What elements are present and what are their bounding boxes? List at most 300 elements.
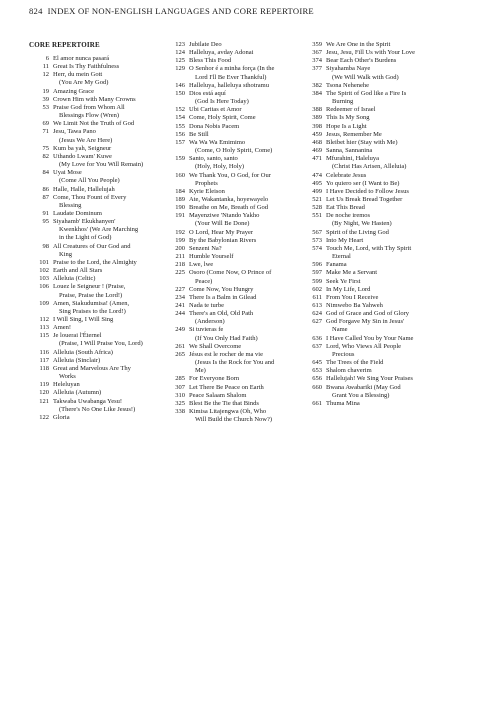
hymn-number: 382 [312, 81, 322, 89]
hymn-title [189, 172, 302, 188]
hymn-title [189, 392, 302, 400]
hymn-number: 122 [39, 413, 49, 421]
hymn-number: 12 [42, 71, 49, 79]
hymn-title [53, 153, 167, 169]
index-entry [307, 310, 457, 318]
hymn-title-line: Louez le Seigneur ! (Praise, [53, 283, 126, 291]
hymn-title-continuation: (There's No One Like Jesus!) [59, 405, 136, 413]
hymn-title [189, 229, 302, 237]
hymn-title [326, 310, 457, 318]
index-entry [170, 204, 302, 212]
hymn-title-line: Great Is Thy Faithfulness [53, 63, 120, 71]
index-entry [170, 90, 302, 106]
hymn-title [189, 261, 302, 269]
hymn-title-line: Amen! [53, 324, 72, 332]
hymn-title-line: Alleluia (Celtic) [53, 275, 96, 283]
index-entry [170, 253, 302, 261]
index-entry [29, 275, 167, 283]
hymn-title-line: Ubi Caritas et Amor [189, 106, 242, 114]
index-entry [29, 128, 167, 144]
hymn-number: 112 [39, 316, 49, 323]
hymn-title-line: O Lord, Hear My Prayer [189, 228, 254, 236]
hymn-number: 307 [175, 383, 185, 391]
hymn-title-continuation: Blessing [59, 201, 82, 209]
hymn-title [189, 188, 302, 196]
hymn-title [326, 180, 457, 188]
index-entry [29, 316, 167, 324]
index-entry [307, 180, 457, 188]
hymn-title [326, 204, 457, 212]
hymn-title-line: Alleluia (South Africa) [53, 348, 113, 356]
hymn-title [189, 375, 302, 383]
hymn-number: 469 [312, 147, 322, 155]
hymn-title [326, 147, 457, 155]
hymn-title [53, 357, 167, 365]
index-entry [307, 302, 457, 310]
hymn-number: 624 [312, 310, 322, 318]
index-entry [170, 310, 302, 326]
hymn-title-line: Dona Nobis Pacem [189, 122, 240, 130]
index-entry [29, 365, 167, 381]
hymn-number: 645 [312, 359, 322, 367]
index-entry [307, 41, 457, 49]
hymn-title-continuation: (Come All You People) [59, 177, 120, 185]
hymn-title-line: Hallelujah! We Sing Your Praises [326, 375, 413, 383]
hymn-title-line: For Everyone Born [189, 375, 240, 383]
hymn-number: 123 [175, 41, 185, 48]
hymn-title [326, 65, 457, 81]
index-entry [170, 302, 302, 310]
index-entry [29, 104, 167, 120]
hymn-title-line: Redeemer of Israel [326, 106, 376, 114]
hymn-title-line: I Will Sing, I Will Sing [53, 316, 114, 323]
hymn-number: 389 [312, 114, 322, 122]
hymn-title [53, 316, 167, 324]
hymn-number: 573 [312, 236, 322, 244]
hymn-title-line: From You I Receive [326, 293, 379, 301]
index-entry [307, 367, 457, 375]
index-entry [29, 300, 167, 316]
hymn-title [326, 286, 457, 294]
index-entry [170, 49, 302, 57]
hymn-title-line: Jesu, Tawa Pano [53, 128, 96, 136]
hymn-title [189, 204, 302, 212]
index-entry [29, 267, 167, 275]
hymn-title-continuation: Blessings Flow (Wren) [59, 112, 120, 120]
index-entry [29, 194, 167, 210]
hymn-title [189, 139, 302, 155]
hymn-title-continuation: Precious [332, 350, 355, 358]
hymn-title-line: Amen, Siakudumisa! (Amen, [53, 299, 130, 307]
hymn-title-line: Great and Marvelous Are Thy [53, 364, 131, 372]
index-entry [29, 218, 167, 242]
hymn-number: 249 [175, 326, 185, 334]
hymn-title [189, 114, 302, 122]
hymn-title-line: Nada te turbe [189, 302, 225, 309]
hymn-title-line: Siyahamb' Ekukhanyen' [53, 218, 116, 226]
hymn-number: 39 [42, 95, 49, 103]
hymn-title [53, 349, 167, 357]
hymn-number: 602 [312, 285, 322, 293]
index-entry [29, 210, 167, 218]
index-entry [307, 335, 457, 343]
hymn-title [326, 41, 457, 49]
hymn-title [53, 283, 167, 299]
hymn-number: 227 [175, 285, 185, 293]
hymn-number: 156 [175, 130, 185, 138]
hymn-number: 367 [312, 49, 322, 57]
hymn-title-line: Sanna, Sannanina [326, 147, 373, 155]
index-entry [307, 278, 457, 286]
hymn-title-line: Thuma Mina [326, 399, 360, 407]
hymn-number: 146 [175, 81, 185, 89]
index-entry [170, 294, 302, 302]
hymn-title-line: Takwaba Uwabanga Yesu! [53, 397, 123, 405]
index-entry [170, 237, 302, 245]
hymn-number: 596 [312, 261, 322, 269]
hymn-title [326, 318, 457, 334]
hymn-title-line: Eat This Bread [326, 204, 365, 212]
hymn-number: 189 [175, 195, 185, 203]
hymn-number: 611 [312, 293, 322, 301]
hymn-title [326, 212, 457, 228]
hymn-title-line: El amor nunca pasará [53, 55, 110, 62]
hymn-title [189, 408, 302, 424]
hymn-title [189, 326, 302, 342]
index-entry [307, 245, 457, 261]
hymn-title [53, 398, 167, 414]
index-entry [307, 196, 457, 204]
hymn-title-line: Halleluya, avday Adonai [189, 49, 254, 57]
hymn-title-continuation: Peace) [195, 277, 213, 285]
hymn-title-line: Herr, du mein Gott [53, 71, 103, 79]
hymn-title [326, 49, 457, 57]
hymn-title-line: Uyai Mose [53, 169, 82, 177]
hymn-title-continuation: Eternal [332, 253, 351, 261]
hymn-title [189, 269, 302, 285]
hymn-number: 310 [175, 391, 185, 399]
hymn-title-line: We Thank You, O God, for Our [189, 171, 271, 179]
hymn-title-line: Bwana Awabariki (May God [326, 383, 401, 391]
hymn-title-line: There's an Old, Old Path [189, 310, 254, 318]
hymn-title [326, 131, 457, 139]
index-entry [170, 245, 302, 253]
index-entry [29, 120, 167, 128]
index-entry [170, 408, 302, 424]
hymn-title-line: Jesus, Remember Me [326, 130, 382, 138]
index-entry [29, 71, 167, 87]
index-entry [29, 357, 167, 365]
hymn-title-line: I Have Called You by Your Name [326, 334, 414, 342]
index-entry [170, 155, 302, 171]
hymn-title-line: Let Us Break Bread Together [326, 195, 403, 203]
hymn-title [326, 384, 457, 400]
hymn-title [326, 139, 457, 147]
hymn-title-line: Yo quiero ser (I Want to Be) [326, 179, 400, 187]
hymn-title-line: Shalom chaverim [326, 367, 372, 375]
hymn-title-line: Tsona Nehenehe [326, 81, 370, 89]
hymn-number: 374 [312, 57, 322, 65]
hymn-title-line: Hope Is a Light [326, 122, 367, 130]
index-entry [307, 269, 457, 277]
hymn-number: 19 [42, 87, 49, 95]
hymn-number: 597 [312, 269, 322, 277]
hymn-title [53, 218, 167, 242]
hymn-number: 599 [312, 277, 322, 285]
hymn-title-line: Osoro (Come Now, O Prince of [189, 269, 272, 277]
hymn-title-line: Make Me a Servant [326, 269, 378, 277]
hymn-number: 574 [312, 244, 322, 252]
hymn-number: 567 [312, 228, 322, 236]
hymn-title-line: Come, Holy Spirit, Come [189, 114, 256, 122]
hymn-number: 53 [42, 103, 49, 111]
hymn-title [53, 55, 167, 63]
index-entry [29, 283, 167, 299]
hymn-title-continuation: (Christ Has Arisen, Alleluia) [332, 163, 407, 171]
hymn-number: 637 [312, 342, 322, 350]
index-entry [29, 414, 167, 422]
hymn-title [326, 90, 457, 106]
hymn-title [53, 104, 167, 120]
index-entry [307, 82, 457, 90]
hymn-title-line: Uthando Lwam' Kuwe [53, 152, 112, 160]
index-entry [170, 139, 302, 155]
hymn-number: 109 [39, 299, 49, 307]
hymn-title-line: Celebrate Jesus [326, 171, 367, 179]
index-entry [29, 349, 167, 357]
page-header [29, 6, 314, 16]
hymn-number: 86 [42, 185, 49, 193]
hymn-title-line: Come, Thou Fount of Every [53, 193, 127, 201]
hymn-title [189, 123, 302, 131]
hymn-title-line: Praise God from Whom All [53, 103, 125, 111]
index-entry [307, 57, 457, 65]
index-entry [29, 63, 167, 71]
hymn-title-line: I Have Decided to Follow Jesus [326, 187, 409, 195]
index-entry [170, 375, 302, 383]
index-entry [307, 106, 457, 114]
hymn-title-line: Bear Each Other's Burdens [326, 57, 397, 65]
hymn-number: 84 [42, 169, 49, 177]
hymn-title-line: There Is a Balm in Gilead [189, 293, 257, 301]
hymn-title [189, 65, 302, 81]
hymn-number: 656 [312, 375, 322, 383]
hymn-title-line: Halle, Halle, Hallelujah [53, 185, 115, 193]
hymn-title [53, 128, 167, 144]
hymn-title-line: Heleluyan [53, 381, 80, 389]
hymn-title-line: Mfurahini, Haleluya [326, 155, 380, 163]
index-column-3 [307, 41, 457, 408]
hymn-title [326, 82, 457, 90]
hymn-number: 218 [175, 261, 185, 269]
hymn-number: 101 [39, 258, 49, 266]
hymn-number: 98 [42, 242, 49, 250]
index-entry [29, 169, 167, 185]
index-entry [29, 259, 167, 267]
hymn-title-line: God Forgave My Sin in Jesus' [326, 318, 405, 326]
index-entry [170, 106, 302, 114]
hymn-title-line: Halleluya, halleluya sthotramu [189, 81, 269, 89]
index-entry [307, 384, 457, 400]
index-entry [307, 229, 457, 237]
hymn-title-line: By the Babylonian Rivers [189, 236, 257, 244]
hymn-title-line: God of Grace and God of Glory [326, 310, 410, 318]
hymn-title-line: Jésus est le rocher de ma vie [189, 350, 264, 358]
hymn-number: 102 [39, 267, 49, 275]
index-entry [170, 269, 302, 285]
hymn-title-line: Gloria [53, 413, 70, 421]
index-entry [29, 243, 167, 259]
index-entry [170, 400, 302, 408]
hymn-title-line: Come Now, You Hungry [189, 285, 254, 293]
hymn-number: 192 [175, 228, 185, 236]
hymn-title [53, 414, 167, 422]
hymn-title-line: Santo, santo, santo [189, 155, 238, 163]
hymn-title [53, 275, 167, 283]
hymn-number: 200 [175, 244, 185, 252]
index-entry [170, 229, 302, 237]
index-entry [307, 123, 457, 131]
hymn-number: 471 [312, 155, 322, 163]
hymn-title-line: The Spirit of God like a Fire Is [326, 89, 407, 97]
index-entry [307, 400, 457, 408]
hymn-title-continuation: Me) [195, 367, 206, 375]
hymn-title [189, 57, 302, 65]
hymn-title [53, 259, 167, 267]
index-entry [170, 286, 302, 294]
hymn-title-continuation: (Jesus Is the Rock for You and [195, 359, 275, 367]
hymn-title-line: Praise to the Lord, the Almighty [53, 258, 137, 266]
hymn-title [53, 169, 167, 185]
hymn-title-line: Je louerai l'Éternel [53, 332, 102, 340]
hymn-number: 225 [175, 269, 185, 277]
hymn-number: 69 [42, 120, 49, 128]
hymn-number: 120 [39, 389, 49, 397]
index-entry [29, 332, 167, 348]
index-entry [29, 381, 167, 389]
hymn-title-line: Bless This Food [189, 57, 232, 65]
hymn-title [53, 381, 167, 389]
hymn-title [53, 300, 167, 316]
hymn-title [326, 123, 457, 131]
hymn-number: 155 [175, 122, 185, 130]
hymn-title [189, 343, 302, 351]
hymn-title-line: Spirit of the Living God [326, 228, 389, 236]
hymn-title-line: Mayenziwe 'Ntando Yakho [189, 212, 260, 220]
index-entry [29, 398, 167, 414]
hymn-title [189, 82, 302, 90]
index-entry [307, 294, 457, 302]
hymn-title-line: Kum ba yah, Seigneur [53, 144, 112, 152]
hymn-title-continuation: Lord I'll Be Ever Thankful) [195, 73, 267, 81]
hymn-title [189, 41, 302, 49]
hymn-number: 118 [39, 364, 49, 372]
hymn-title [189, 310, 302, 326]
hymn-title-line: Into My Heart [326, 236, 364, 244]
hymn-title-line: The Trees of the Field [326, 359, 384, 367]
index-entry [307, 343, 457, 359]
hymn-number: 116 [39, 348, 49, 356]
hymn-title-continuation: (If You Only Had Faith) [195, 334, 258, 342]
hymn-title-line: In My Life, Lord [326, 285, 371, 293]
hymn-title-line: Dios está aquí [189, 89, 226, 97]
index-entry [307, 204, 457, 212]
hymn-title [53, 145, 167, 153]
hymn-title [53, 210, 167, 218]
hymn-title-continuation: (By Night, We Hasten) [332, 220, 392, 228]
hymn-title-continuation: Will Build the Church Now?) [195, 416, 273, 424]
hymn-title [53, 194, 167, 210]
hymn-title [53, 186, 167, 194]
hymn-title-line: Crown Him with Many Crowns [53, 95, 136, 103]
hymn-title-continuation: (Your Will Be Done) [195, 220, 250, 228]
hymn-title-line: Ate, Wakantanka, hoyewayelo [189, 195, 269, 203]
hymn-title [326, 188, 457, 196]
hymn-title [53, 96, 167, 104]
hymn-title [326, 269, 457, 277]
hymn-number: 11 [42, 63, 49, 71]
hymn-title [189, 294, 302, 302]
index-entry [307, 359, 457, 367]
hymn-title-line: Blest Be the Tie that Binds [189, 399, 259, 407]
hymn-number: 75 [42, 144, 49, 152]
hymn-title [326, 302, 457, 310]
hymn-number: 121 [39, 397, 49, 405]
hymn-title [326, 335, 457, 343]
index-entry [170, 65, 302, 81]
index-entry [307, 286, 457, 294]
hymn-number: 613 [312, 302, 322, 309]
hymn-number: 384 [312, 89, 322, 97]
hymn-title [53, 63, 167, 71]
hymn-title-continuation: in the Light of God) [59, 234, 112, 242]
hymn-title-continuation: Praise, Praise the Lord!) [59, 291, 123, 299]
hymn-title-line: Humble Yourself [189, 253, 234, 261]
hymn-number: 468 [312, 138, 322, 146]
hymn-title [189, 245, 302, 253]
hymn-title [53, 365, 167, 381]
hymn-title [189, 384, 302, 392]
hymn-title-line: Kimisa Litajengwa (Oh, Who [189, 408, 267, 416]
hymn-title-continuation: Sing Praises to the Lord!) [59, 307, 126, 315]
hymn-title [189, 286, 302, 294]
page-number: 824 [29, 6, 43, 16]
hymn-title [326, 343, 457, 359]
hymn-title-line: Siyahamba Naye [326, 65, 371, 73]
hymn-number: 660 [312, 383, 322, 391]
index-entry [170, 188, 302, 196]
hymn-title-line: Si tuvieras fe [189, 326, 224, 334]
hymn-title-line: Breathe on Me, Breath of God [189, 204, 269, 212]
hymn-title-line: Amazing Grace [53, 87, 94, 95]
index-entry [307, 188, 457, 196]
index-entry [307, 65, 457, 81]
hymn-number: 459 [312, 130, 322, 138]
hymn-title-line: De noche iremos [326, 212, 371, 220]
hymn-title [53, 71, 167, 87]
hymn-title [326, 237, 457, 245]
hymn-number: 6 [45, 55, 49, 62]
index-entry [307, 139, 457, 147]
hymn-number: 325 [175, 399, 185, 407]
hymn-title-continuation: Burning [332, 98, 354, 106]
hymn-title [326, 172, 457, 180]
hymn-title [53, 267, 167, 275]
index-entry [29, 88, 167, 96]
hymn-title [53, 243, 167, 259]
hymn-title [326, 229, 457, 237]
hymn-title-line: Alleluia (Autumn) [53, 389, 102, 397]
